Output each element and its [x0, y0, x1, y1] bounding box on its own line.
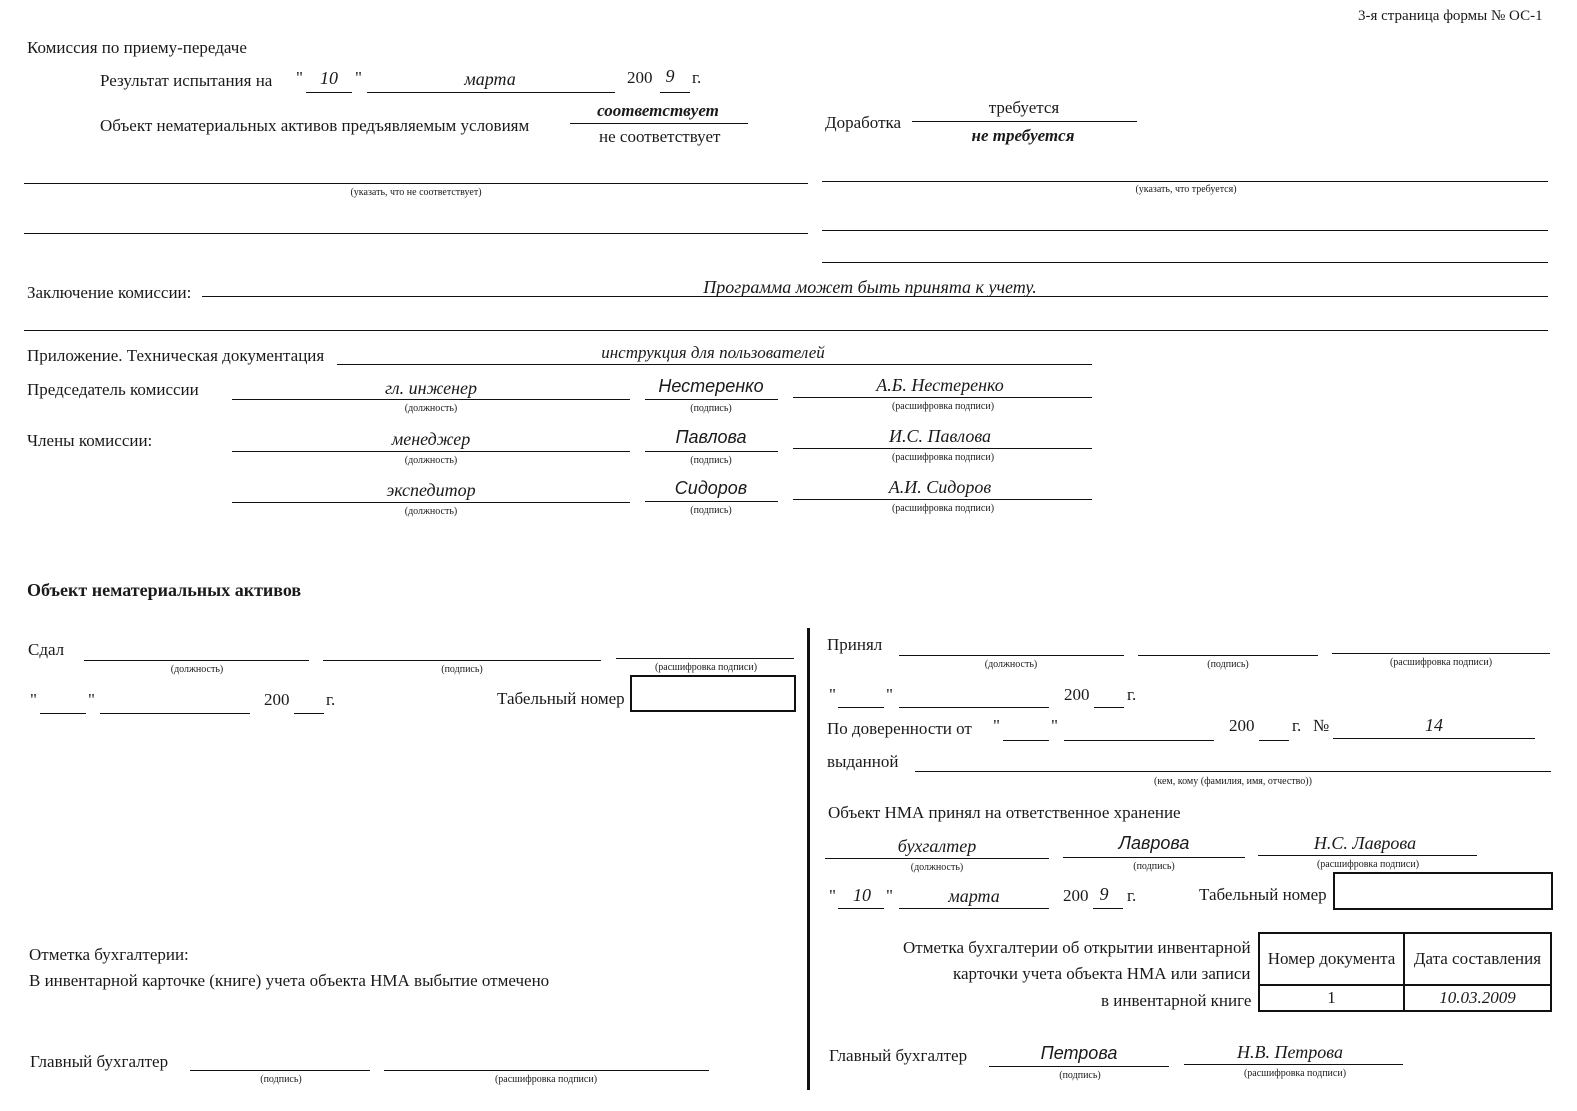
doc-number-cell[interactable]: 1: [1259, 985, 1404, 1011]
custodian-year-prefix: 200: [1063, 886, 1089, 905]
appendix-text: инструкция для пользователей: [601, 343, 825, 362]
received-signature-caption: (подпись): [1207, 659, 1249, 670]
received-year-prefix: 200: [1064, 685, 1090, 704]
appendix-label: Приложение. Техническая документация: [27, 346, 325, 365]
conclusion-text: Программа может быть принята к учету.: [703, 277, 1037, 297]
handed-label: Сдал: [28, 640, 65, 659]
test-day: 10: [320, 68, 338, 88]
proxy-quote-open: ": [993, 716, 1000, 735]
section-divider: [807, 628, 810, 1090]
quote-open: ": [296, 68, 303, 87]
handed-year-line[interactable]: [294, 713, 324, 714]
option-not-required[interactable]: не требуется: [971, 126, 1075, 145]
member-2-signature-caption: (подпись): [690, 505, 732, 516]
left-chief-decoding-caption: (расшифровка подписи): [494, 1074, 598, 1085]
handed-signature-caption: (подпись): [441, 664, 483, 675]
custodian-signature: Лаврова: [1118, 833, 1190, 853]
test-year-line[interactable]: [660, 92, 690, 93]
handed-day-line[interactable]: [40, 713, 86, 714]
handed-year-suffix: г.: [326, 690, 336, 709]
option-complies[interactable]: соответствует: [597, 101, 719, 120]
member-2-decoding-line[interactable]: [793, 499, 1092, 500]
proxy-number-line[interactable]: [1333, 738, 1535, 739]
inventory-record-table: [1258, 932, 1552, 1012]
not-comply-caption: (указать, что не соответствует): [350, 187, 482, 198]
custodian-month-line[interactable]: [899, 908, 1049, 909]
custodian-decoding: Н.С. Лаврова: [1313, 833, 1417, 853]
test-month: марта: [464, 69, 516, 89]
proxy-label: По доверенности от: [827, 719, 972, 738]
handed-year-prefix: 200: [264, 690, 290, 709]
right-chief-signature-caption: (подпись): [1059, 1070, 1101, 1081]
custodian-tab-number-input[interactable]: [1333, 872, 1553, 910]
issued-caption: (кем, кому (фамилия, имя, отчество)): [1154, 776, 1312, 787]
issued-line[interactable]: [915, 771, 1551, 772]
handed-position-line[interactable]: [84, 660, 309, 661]
transfer-heading: Объект нематериальных активов: [27, 580, 302, 600]
chairman-decoding: А.Б. Нестеренко: [876, 375, 1004, 395]
received-quote-close: ": [886, 685, 893, 704]
proxy-number-sign: №: [1313, 716, 1330, 735]
proxy-year-line[interactable]: [1259, 740, 1289, 741]
handed-decoding-line[interactable]: [616, 658, 794, 659]
custodian-quote-open: ": [829, 886, 836, 905]
handed-quote-open: ": [30, 690, 37, 709]
acc-note-right-2: карточки учета объекта НМА или записи: [953, 964, 1251, 983]
right-chief-label: Главный бухгалтер: [829, 1046, 968, 1065]
received-year-suffix: г.: [1127, 685, 1137, 704]
proxy-day-line[interactable]: [1003, 740, 1049, 741]
acc-note-left-title: Отметка бухгалтерии:: [29, 945, 189, 964]
received-decoding-line[interactable]: [1332, 653, 1550, 654]
table-header-doc-date: Дата составления: [1404, 933, 1551, 985]
member-1-decoding: И.С. Павлова: [888, 426, 992, 446]
chairman-signature-line[interactable]: [645, 399, 778, 400]
chairman-decoding-line[interactable]: [793, 397, 1092, 398]
form-page-label: 3-я страница формы № ОС-1: [1358, 8, 1543, 24]
received-decoding-caption: (расшифровка подписи): [1389, 657, 1493, 668]
member-1-decoding-caption: (расшифровка подписи): [891, 452, 995, 463]
custodian-quote-close: ": [886, 886, 893, 905]
chairman-signature-caption: (подпись): [690, 403, 732, 414]
required-line-2[interactable]: [822, 230, 1548, 231]
member-2-decoding: А.И. Сидоров: [888, 477, 992, 497]
handed-month-line[interactable]: [100, 713, 250, 714]
left-chief-label: Главный бухгалтер: [30, 1052, 169, 1071]
refinement-divider: [912, 121, 1137, 122]
custodian-tab-number-label: Табельный номер: [1199, 885, 1327, 904]
member-2-position-caption: (должность): [404, 506, 458, 517]
right-chief-decoding-line[interactable]: [1184, 1064, 1403, 1065]
handed-position-caption: (должность): [170, 664, 224, 675]
test-result-label: Результат испытания на: [100, 71, 273, 90]
right-chief-decoding: Н.В. Петрова: [1237, 1042, 1343, 1062]
received-label: Принял: [827, 635, 883, 654]
custodian-decoding-line[interactable]: [1258, 855, 1477, 856]
object-conditions-label: Объект нематериальных активов предъявляемым условиям: [100, 116, 530, 135]
member-1-signature-line[interactable]: [645, 451, 778, 452]
member-1-position-caption: (должность): [404, 455, 458, 466]
option-required[interactable]: требуется: [988, 98, 1060, 117]
handed-tab-number-label: Табельный номер: [497, 689, 625, 708]
appendix-line[interactable]: [337, 364, 1092, 365]
right-chief-signature-line[interactable]: [989, 1066, 1169, 1067]
proxy-year-suffix: г.: [1292, 716, 1302, 735]
proxy-quote-close: ": [1051, 716, 1058, 735]
member-2-position-line[interactable]: [232, 502, 630, 503]
required-line-1[interactable]: [822, 181, 1548, 182]
option-not-complies[interactable]: не соответствует: [599, 127, 721, 146]
member-1-position: менеджер: [391, 429, 471, 449]
not-comply-line-1[interactable]: [24, 183, 808, 184]
member-1-position-line[interactable]: [232, 451, 630, 452]
proxy-number: 14: [1425, 715, 1443, 735]
acc-note-right-3: в инвентарной книге: [1101, 991, 1252, 1010]
left-chief-decoding-line[interactable]: [384, 1070, 709, 1071]
chairman-signature: Нестеренко: [658, 376, 764, 396]
year-suffix: г.: [692, 68, 702, 87]
conclusion-label: Заключение комиссии:: [27, 283, 192, 302]
received-year-line[interactable]: [1094, 707, 1124, 708]
custodian-day: 10: [853, 885, 871, 905]
received-position-line[interactable]: [899, 655, 1124, 656]
custodian-year: 9: [1099, 884, 1109, 904]
issued-label: выданной: [827, 752, 899, 771]
acc-note-left-text: В инвентарной карточке (книге) учета объекта НМА выбытие отмечено: [29, 971, 550, 990]
conclusion-line-2[interactable]: [24, 330, 1548, 331]
members-label: Члены комиссии:: [27, 431, 153, 450]
refinement-label: Доработка: [825, 113, 902, 132]
member-1-signature: Павлова: [675, 427, 747, 447]
received-quote-open: ": [829, 685, 836, 704]
proxy-year-prefix: 200: [1229, 716, 1255, 735]
received-position-caption: (должность): [984, 659, 1038, 670]
complies-divider: [570, 123, 748, 124]
chairman-decoding-caption: (расшифровка подписи): [891, 401, 995, 412]
handed-quote-close: ": [88, 690, 95, 709]
chairman-position: гл. инженер: [385, 378, 477, 398]
custodian-decoding-caption: (расшифровка подписи): [1316, 859, 1420, 870]
member-2-decoding-caption: (расшифровка подписи): [891, 503, 995, 514]
member-2-position: экспедитор: [386, 480, 476, 500]
accepted-label: Объект НМА принял на ответственное хранение: [828, 803, 1181, 822]
chairman-label: Председатель комиссии: [27, 380, 199, 399]
handed-tab-number-input[interactable]: [630, 675, 796, 712]
received-signature-line[interactable]: [1138, 655, 1318, 656]
member-2-signature: Сидоров: [674, 478, 748, 498]
member-2-signature-line[interactable]: [645, 501, 778, 502]
year-prefix: 200: [627, 68, 653, 87]
received-day-line[interactable]: [838, 707, 884, 708]
custodian-signature-line[interactable]: [1063, 857, 1245, 858]
member-1-decoding-line[interactable]: [793, 448, 1092, 449]
received-month-line[interactable]: [899, 707, 1049, 708]
left-chief-signature-line[interactable]: [190, 1070, 370, 1071]
commission-heading: Комиссия по приему-передаче: [27, 38, 247, 57]
custodian-signature-caption: (подпись): [1133, 861, 1175, 872]
required-line-3[interactable]: [822, 262, 1548, 263]
not-comply-line-2[interactable]: [24, 233, 808, 234]
custodian-day-line[interactable]: [838, 908, 884, 909]
test-day-line[interactable]: [306, 92, 352, 93]
table-header-doc-number: Номер документа: [1259, 933, 1404, 985]
chairman-position-caption: (должность): [404, 403, 458, 414]
handed-decoding-caption: (расшифровка подписи): [654, 662, 758, 673]
right-chief-signature: Петрова: [1040, 1043, 1118, 1063]
custodian-position-caption: (должность): [910, 862, 964, 873]
custodian-position: бухгалтер: [897, 836, 977, 856]
quote-close: ": [355, 68, 362, 87]
required-caption: (указать, что требуется): [1135, 184, 1237, 195]
chairman-position-line[interactable]: [232, 399, 630, 400]
proxy-month-line[interactable]: [1064, 740, 1214, 741]
acc-note-right-1: Отметка бухгалтерии об открытии инвентарной: [903, 938, 1251, 957]
test-month-line[interactable]: [367, 92, 615, 93]
custodian-month: марта: [948, 886, 1000, 906]
test-year: 9: [665, 66, 675, 86]
member-1-signature-caption: (подпись): [690, 455, 732, 466]
custodian-year-line[interactable]: [1093, 908, 1123, 909]
handed-signature-line[interactable]: [323, 660, 601, 661]
custodian-year-suffix: г.: [1127, 886, 1137, 905]
doc-date-cell[interactable]: 10.03.2009: [1404, 985, 1551, 1011]
custodian-position-line[interactable]: [825, 858, 1049, 859]
right-chief-decoding-caption: (расшифровка подписи): [1243, 1068, 1347, 1079]
left-chief-signature-caption: (подпись): [260, 1074, 302, 1085]
